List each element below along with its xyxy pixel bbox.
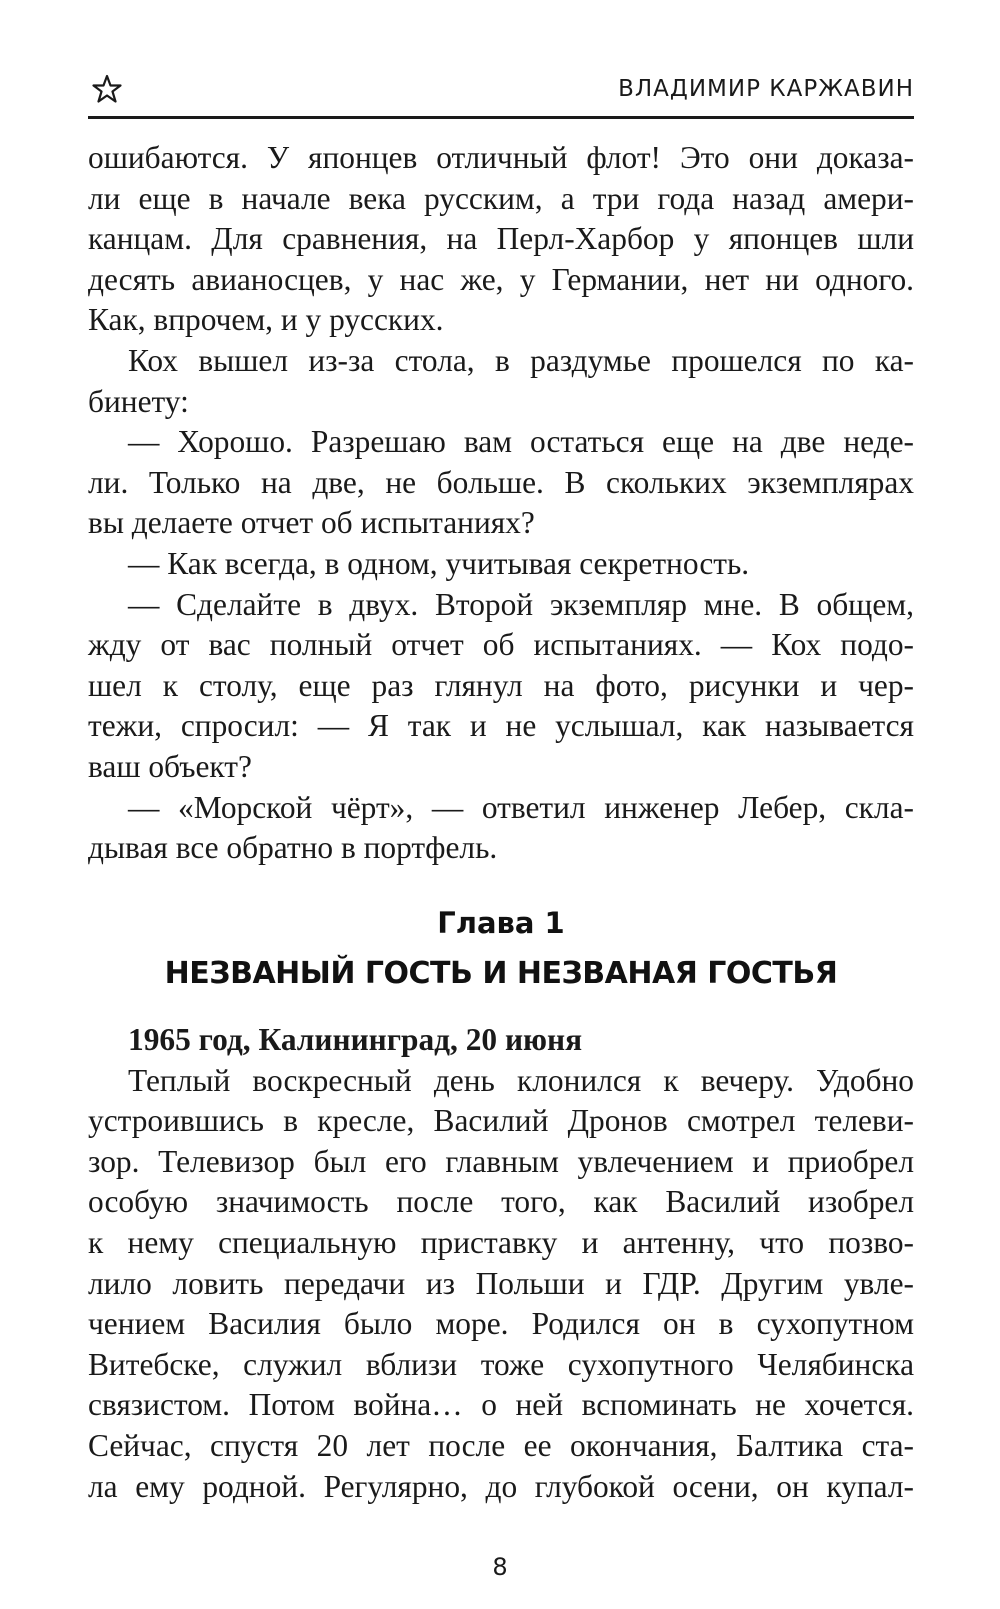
text-line: ваш объект? bbox=[88, 748, 252, 784]
text-line: тежи, спросил: — Я так и не услышал, как называется bbox=[88, 708, 914, 744]
text-line: Теплый воскресный день клонился к вечеру. Удобно bbox=[128, 1062, 914, 1098]
text-line: ли. Только на две, не больше. В скольких экземплярах bbox=[88, 464, 914, 500]
text-line: связистом. Потом война… о ней вспоминать не хочется. bbox=[88, 1387, 914, 1423]
text-line: зор. Телевизор был его главным увлечением и приобрел bbox=[88, 1143, 914, 1179]
text-line: — Хорошо. Разрешаю вам остаться еще на две неде- bbox=[128, 424, 914, 460]
page-number: 8 bbox=[492, 1553, 508, 1581]
text-line: устроившись в кресле, Василий Дронов смотрел телеви- bbox=[88, 1103, 914, 1139]
chapter-title: НЕЗВАНЫЙ ГОСТЬ И НЕЗВАНАЯ ГОСТЬЯ bbox=[164, 956, 838, 991]
text-line: лило ловить передачи из Польши и ГДР. Другим увле- bbox=[88, 1265, 914, 1301]
author-name: ВЛАДИМИР КАРЖАВИН bbox=[618, 76, 914, 102]
section-subheading: 1965 год, Калининград, 20 июня bbox=[128, 1022, 583, 1057]
text-line: Сейчас, спустя 20 лет после ее окончания, Балтика ста- bbox=[88, 1427, 914, 1463]
text-line: к нему специальную приставку и антенну, что позво- bbox=[88, 1224, 914, 1260]
text-block-after bbox=[88, 1020, 914, 1507]
text-line: шел к столу, еще раз глянул на фото, рисунки и чер- bbox=[88, 667, 914, 703]
text-line: вы делаете отчет об испытаниях? bbox=[88, 505, 535, 541]
text-line: канцам. Для сравнения, на Перл-Харбор у японцев шли bbox=[88, 221, 914, 257]
text-line: Витебске, служил вблизи тоже сухопутного Челябинска bbox=[88, 1346, 914, 1382]
chapter-number: Глава 1 bbox=[437, 906, 565, 940]
text-line: десять авианосцев, у нас же, у Германии, нет ни одного. bbox=[88, 261, 914, 297]
header-rule bbox=[88, 116, 914, 119]
text-line: чением Василия было море. Родился он в сухопутном bbox=[88, 1306, 914, 1342]
text-line: Кох вышел из-за стола, в раздумье прошелся по ка- bbox=[128, 342, 914, 378]
text-line: жду от вас полный отчет об испытаниях. — Кох подо- bbox=[88, 627, 914, 663]
text-line: ла ему родной. Регулярно, до глубокой осени, он купал- bbox=[88, 1468, 914, 1504]
text-line: особую значимость после того, как Василий изобрел bbox=[88, 1184, 914, 1220]
star-outline-icon bbox=[92, 74, 122, 104]
running-header bbox=[88, 68, 914, 118]
text-block-before bbox=[88, 138, 914, 869]
text-line: — Как всегда, в одном, учитывая секретность. bbox=[128, 545, 750, 581]
text-line: ошибаются. У японцев отличный флот! Это они доказа- bbox=[88, 140, 914, 175]
text-line: Как, впрочем, и у русских. bbox=[88, 302, 444, 338]
text-line: ли еще в начале века русским, а три года назад амери- bbox=[88, 180, 914, 216]
text-line: дывая все обратно в портфель. bbox=[88, 830, 498, 866]
text-line: — «Морской чёрт», — ответил инженер Лебер, скла- bbox=[128, 789, 914, 825]
text-line: бинету: bbox=[88, 383, 189, 419]
text-line: — Сделайте в двух. Второй экземпляр мне. В общем, bbox=[128, 586, 914, 622]
